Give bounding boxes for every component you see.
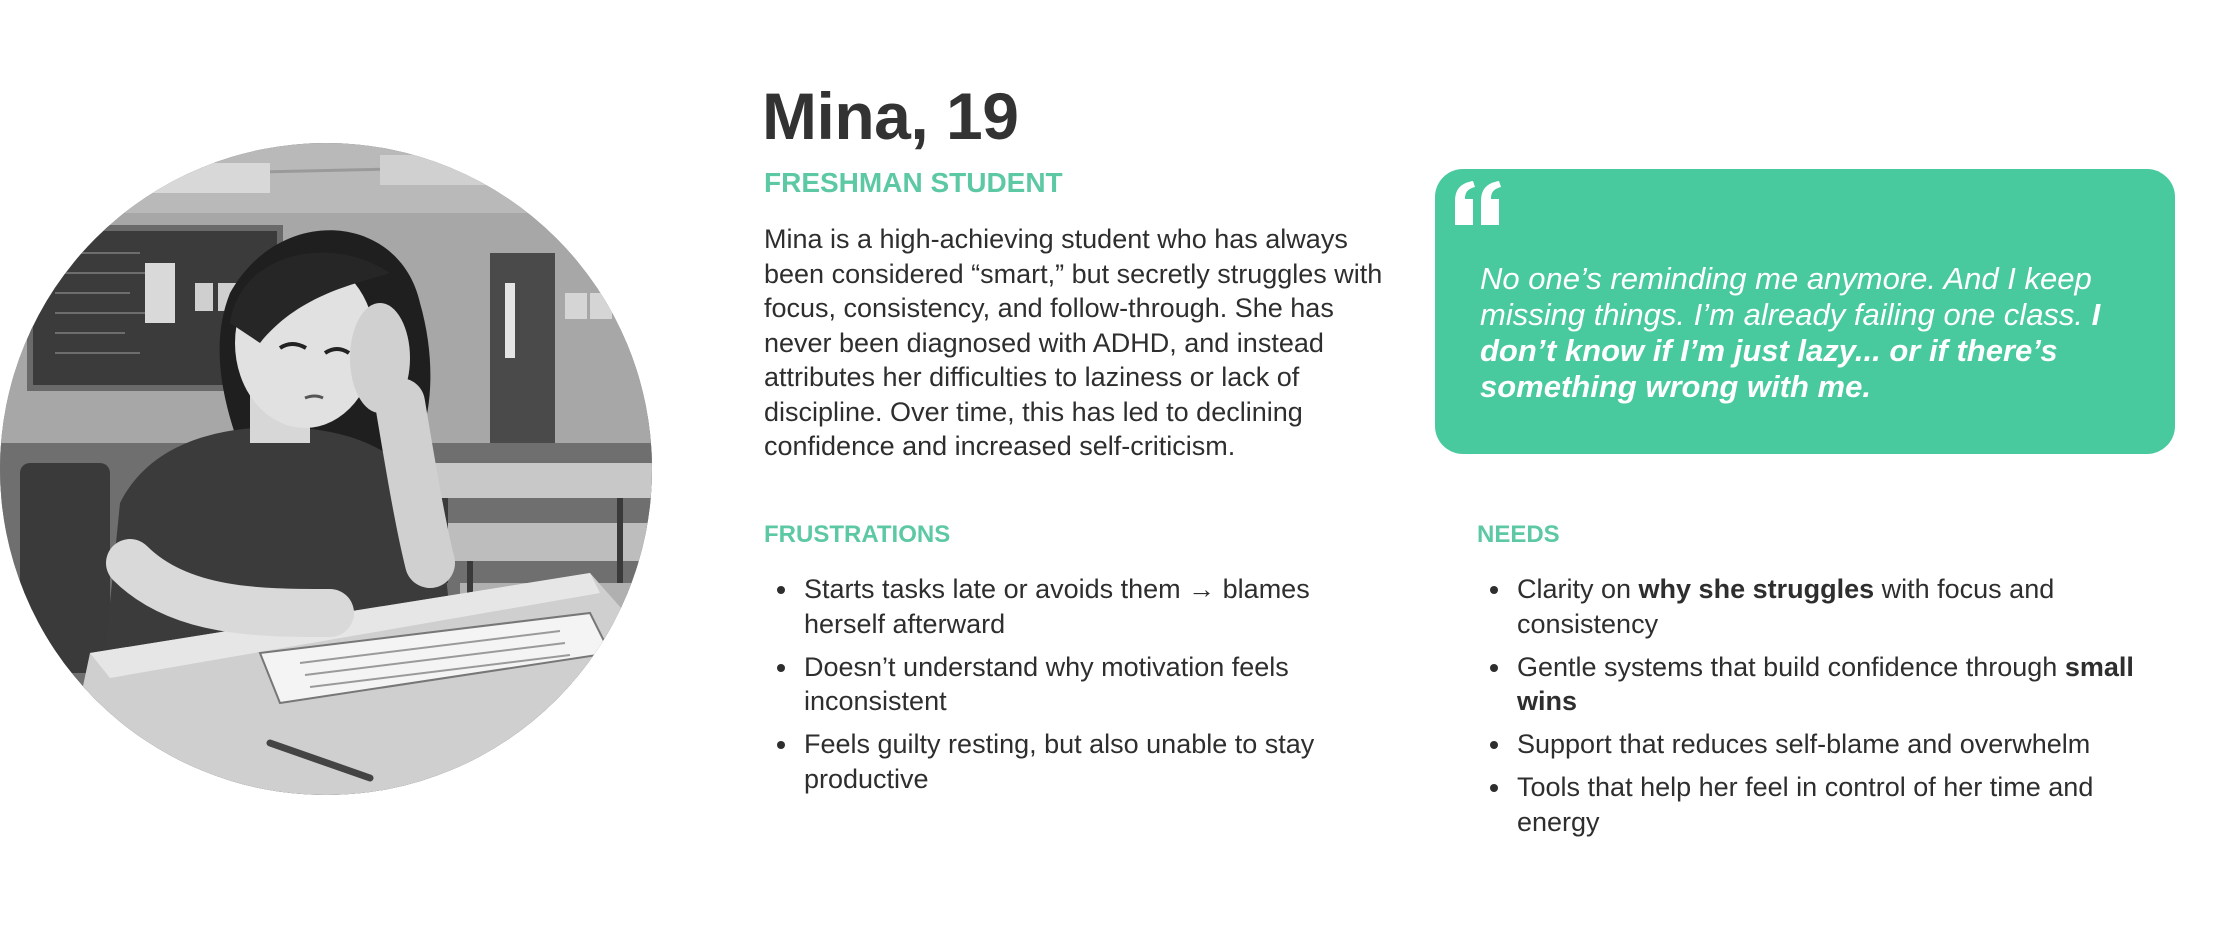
persona-bio: Mina is a high-achieving student who has always been considered “smart,” but secretly struggles with focus, consistency, and follow-through. She has never been diagnosed with ADHD, and instead attributes her difficulties to laziness or lack of discipline. Over time, this has led to declining confidence and increased self-criticism. bbox=[764, 224, 1383, 461]
list-item bbox=[764, 727, 1364, 796]
quote-line-2: I don’t know if I’m just lazy... or if there’s something wrong with me. bbox=[1480, 297, 2101, 404]
list-item-text: Clarity on bbox=[1517, 574, 1639, 604]
list-item-text: with focus and consistency bbox=[1517, 574, 2055, 639]
student-illustration bbox=[0, 143, 652, 795]
list-item bbox=[764, 650, 1364, 719]
quote-text bbox=[1480, 261, 2140, 405]
quote-line-1: No one’s reminding me anymore. And I keep missing things. I’m already failing one class. bbox=[1480, 261, 2092, 332]
quote-card bbox=[1435, 169, 2175, 454]
list-item-emphasis: small wins bbox=[1517, 651, 2134, 716]
list-item-text: Feels guilty resting, but also unable to stay productive bbox=[804, 729, 1315, 794]
bullet-icon bbox=[777, 741, 785, 749]
list-item-text: Support that reduces self-blame and overwhelm bbox=[1517, 729, 2091, 759]
bullet-icon bbox=[1490, 586, 1498, 594]
persona-portrait bbox=[0, 143, 652, 795]
frustrations-heading: FRUSTRATIONS bbox=[764, 521, 951, 548]
quotation-mark-icon bbox=[1453, 181, 1503, 225]
list-item-text: Starts tasks late or avoids them → blames herself afterward bbox=[804, 574, 1310, 639]
needs-heading: NEEDS bbox=[1477, 521, 1560, 548]
list-item-emphasis: why she struggles bbox=[1638, 574, 1875, 604]
frustrations-list bbox=[764, 572, 1364, 805]
list-item bbox=[1477, 572, 2137, 641]
persona-role: FRESHMAN STUDENT bbox=[764, 167, 1063, 198]
bullet-icon bbox=[1490, 741, 1498, 749]
list-item bbox=[1477, 770, 2137, 839]
bullet-icon bbox=[777, 664, 785, 672]
bullet-icon bbox=[1490, 664, 1498, 672]
bullet-icon bbox=[777, 586, 785, 594]
needs-list bbox=[1477, 572, 2137, 848]
list-item bbox=[1477, 727, 2137, 762]
list-item-text: Doesn’t understand why motivation feels inconsistent bbox=[804, 651, 1289, 716]
list-item bbox=[764, 572, 1364, 641]
list-item-text: Tools that help her feel in control of her time and energy bbox=[1517, 772, 2094, 837]
list-item-text: Gentle systems that build confidence through bbox=[1517, 651, 2065, 682]
persona-name: Mina, 19 bbox=[762, 79, 1019, 153]
list-item bbox=[1477, 650, 2137, 719]
bullet-icon bbox=[1490, 784, 1498, 792]
